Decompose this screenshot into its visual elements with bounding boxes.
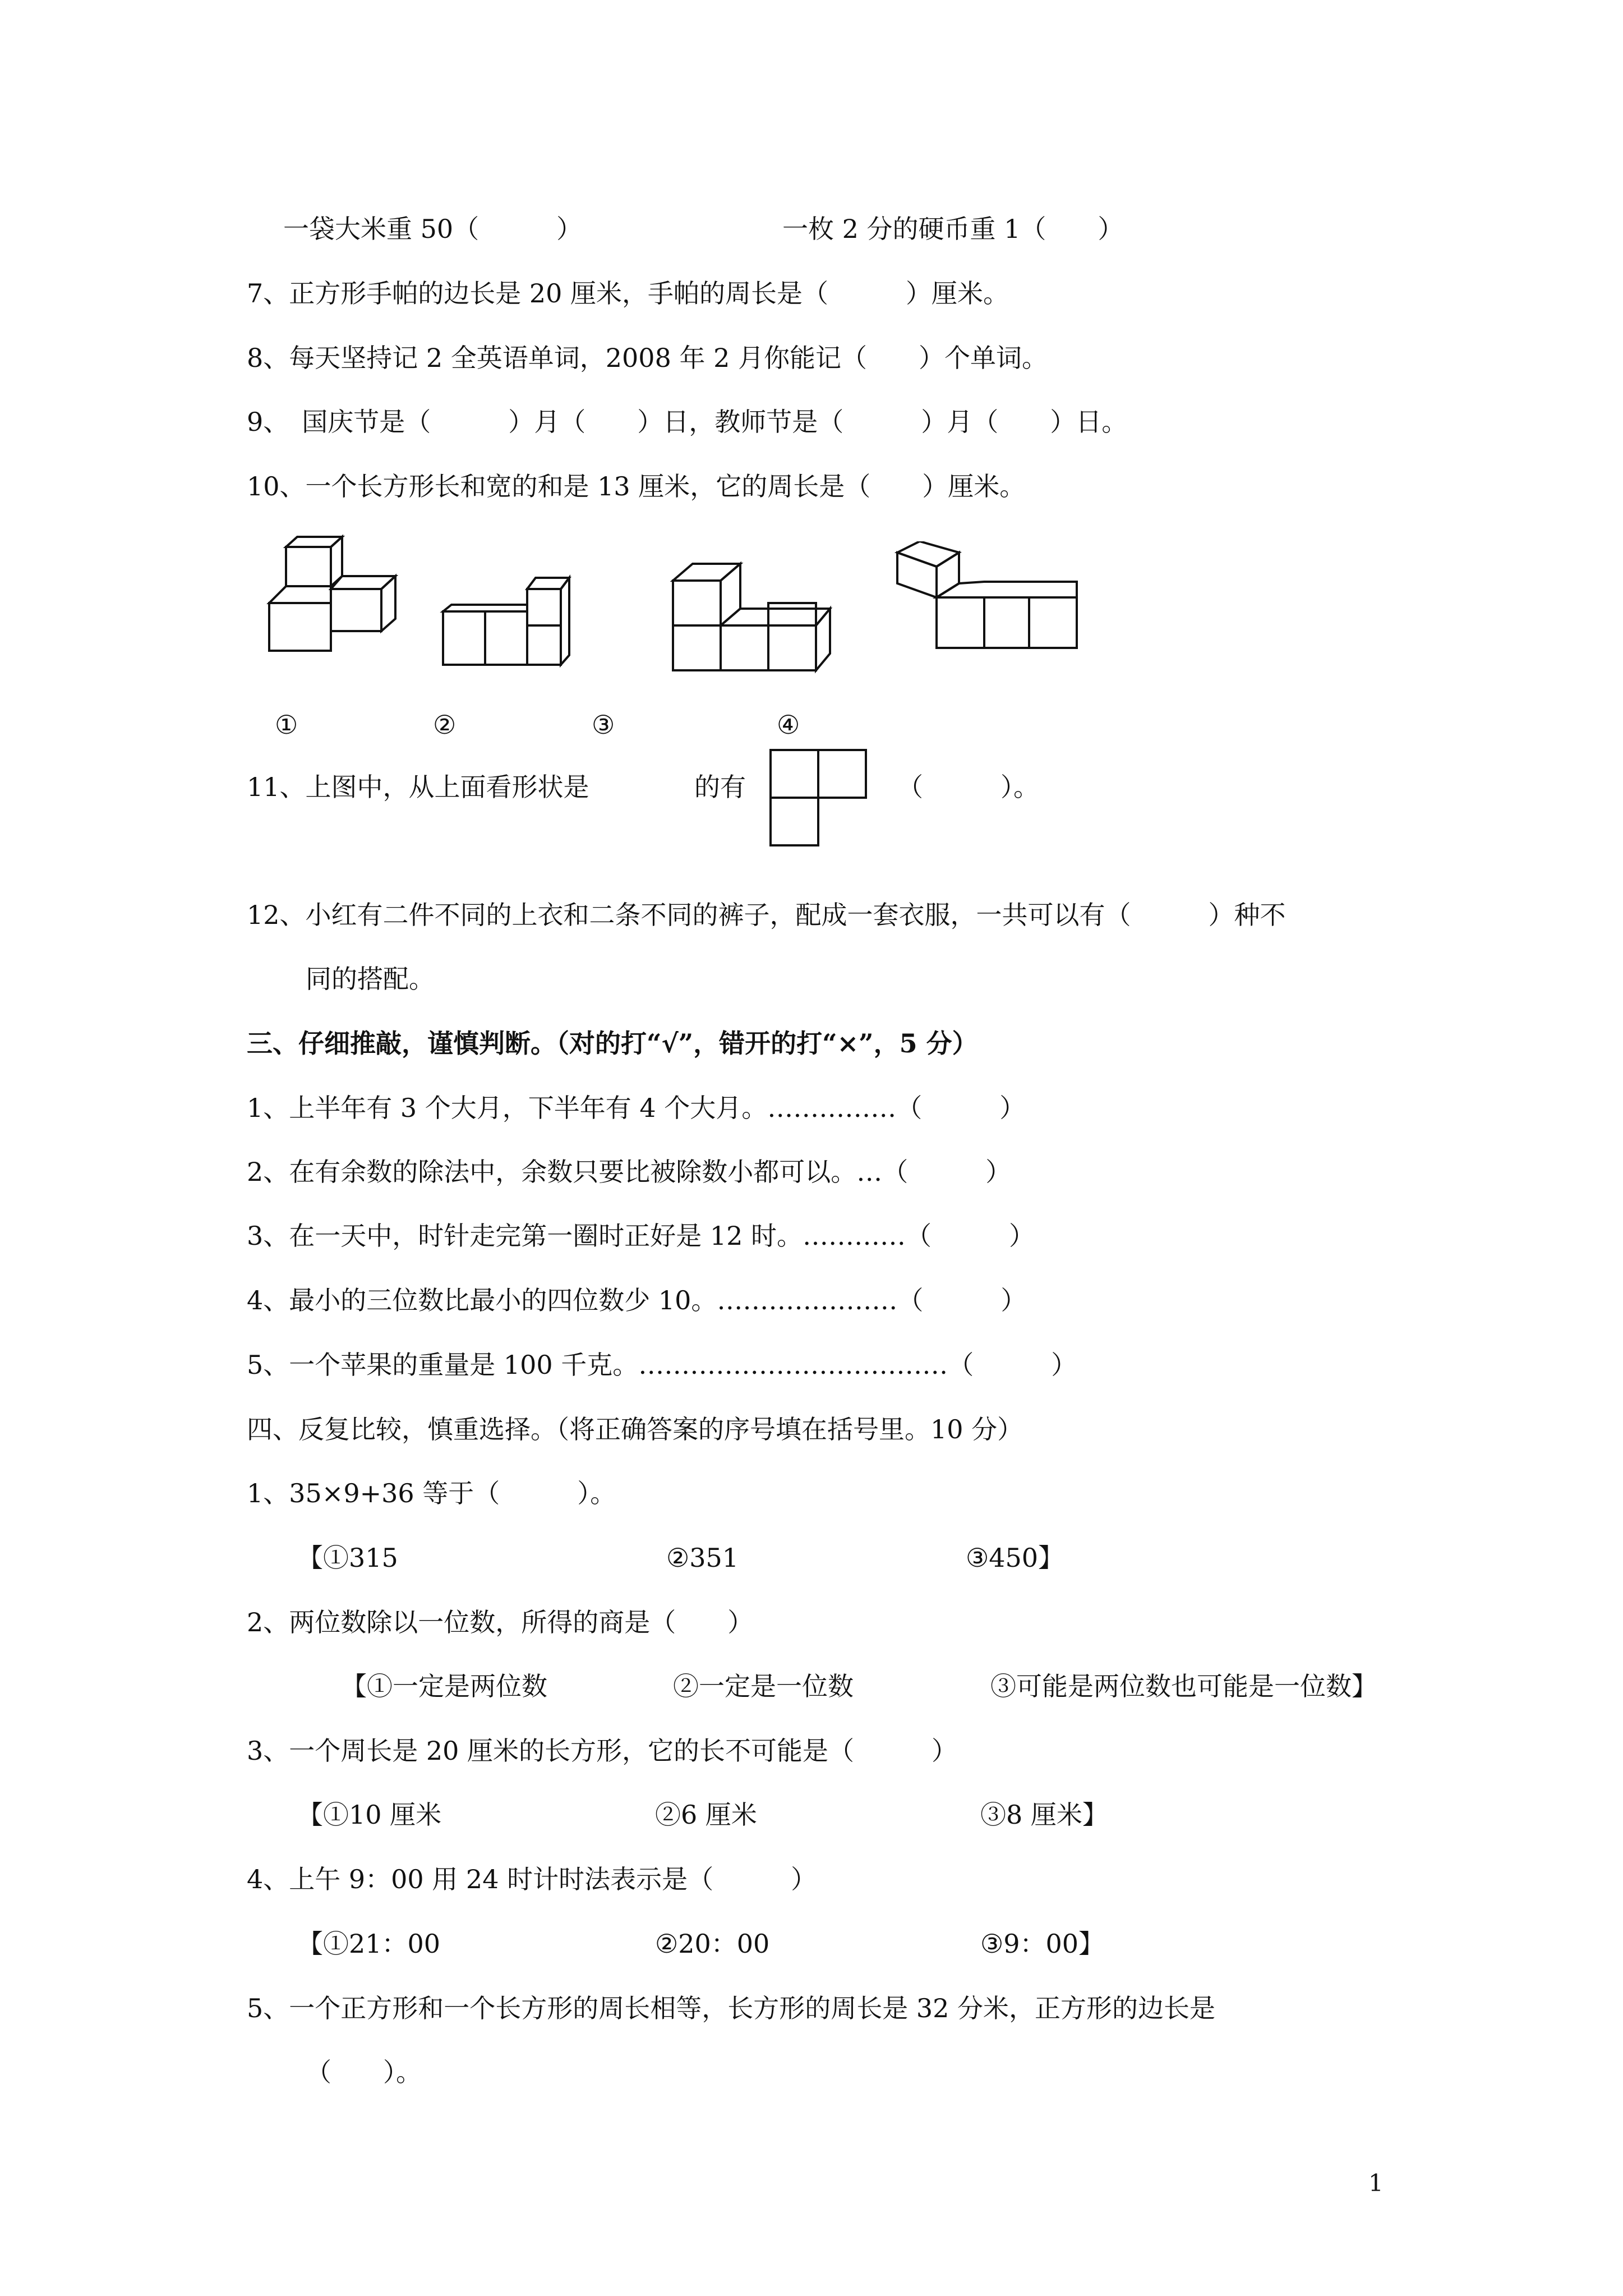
question-12-cont: 同的搭配。 [306, 964, 435, 994]
choice-question-3: 3、一个周长是 20 厘米的长方形，它的长不可能是（ ） [247, 1736, 958, 1766]
mass-question-coin: 一枚 2 分的硬币重 1（ ） [782, 214, 1124, 244]
figure-label-3: ③ [592, 710, 615, 740]
choice-1-option-3: ③450】 [966, 1543, 1064, 1573]
judge-item-2: 2、在有余数的除法中，余数只要比被除数小都可以。…（ ） [247, 1157, 1012, 1187]
judge-item-3: 3、在一天中，时针走完第一圈时正好是 12 时。…………（ ） [247, 1221, 1035, 1251]
question-10: 10、一个长方形长和宽的和是 13 厘米，它的周长是（ ）厘米。 [247, 471, 1026, 501]
choice-2-option-2: ②一定是一位数 [673, 1671, 854, 1701]
choice-4-option-3: ③9：00】 [980, 1929, 1105, 1959]
choice-1-option-1: 【①315 [297, 1543, 398, 1573]
choice-4-option-1: 【①21：00 [297, 1929, 441, 1959]
choice-question-1: 1、35×9+36 等于（ ）。 [247, 1478, 616, 1508]
section-3-heading: 三、仔细推敲，谨慎判断。（对的打“√”，错开的打“×”，5 分） [247, 1028, 978, 1059]
figure-label-4: ④ [777, 710, 800, 740]
question-12: 12、小红有二件不同的上衣和二条不同的裤子，配成一套衣服，一共可以有（ ）种不 [247, 900, 1286, 930]
question-11-text: 11、上图中，从上面看形状是 [247, 772, 589, 802]
cube-figure-1 [258, 530, 404, 659]
choice-3-option-1: 【①10 厘米 [297, 1800, 442, 1830]
page-number: 1 [1368, 2169, 1384, 2197]
section-4-heading: 四、反复比较，慎重选择。（将正确答案的序号填在括号里。10 分） [247, 1414, 1023, 1444]
figure-label-2: ② [433, 710, 457, 740]
choice-2-option-3: ③可能是两位数也可能是一位数】 [990, 1671, 1377, 1701]
choice-2-option-1: 【①一定是两位数 [341, 1671, 547, 1701]
judge-item-4: 4、最小的三位数比最小的四位数少 10。…………………（ ） [247, 1285, 1027, 1315]
cube-figure-4 [892, 541, 1082, 654]
judge-item-5: 5、一个苹果的重量是 100 千克。………………………………（ ） [247, 1350, 1077, 1380]
judge-item-1: 1、上半年有 3 个大月，下半年有 4 个大月。……………（ ） [247, 1093, 1026, 1123]
figure-label-1: ① [275, 710, 298, 740]
cube-figure-2 [437, 567, 583, 673]
choice-question-5-cont: （ ）。 [306, 2057, 422, 2087]
question-9: 9、 国庆节是（ ）月（ ）日，教师节是（ ）月（ ）日。 [247, 407, 1128, 437]
choice-3-option-3: ③8 厘米】 [980, 1800, 1108, 1830]
question-8: 8、每天坚持记 2 全英语单词，2008 年 2 月你能记（ ）个单词。 [247, 343, 1048, 373]
question-11-answer: （ ）。 [897, 772, 1039, 802]
mass-question-rice: 一袋大米重 50（ ） [283, 214, 583, 244]
top-view-shape [769, 749, 868, 847]
question-11-text-mid: 的有 [694, 772, 746, 802]
choice-1-option-2: ②351 [666, 1543, 739, 1573]
choice-question-5: 5、一个正方形和一个长方形的周长相等，长方形的周长是 32 分米，正方形的边长是 [247, 1993, 1216, 2023]
choice-3-option-2: ②6 厘米 [655, 1800, 757, 1830]
choice-question-4: 4、上午 9：00 用 24 时计时法表示是（ ） [247, 1864, 817, 1894]
choice-4-option-2: ②20：00 [655, 1929, 770, 1959]
choice-question-2: 2、两位数除以一位数，所得的商是（ ） [247, 1607, 754, 1637]
cube-figure-3 [662, 553, 841, 676]
question-7: 7、正方形手帕的边长是 20 厘米，手帕的周长是（ ）厘米。 [247, 278, 1009, 309]
